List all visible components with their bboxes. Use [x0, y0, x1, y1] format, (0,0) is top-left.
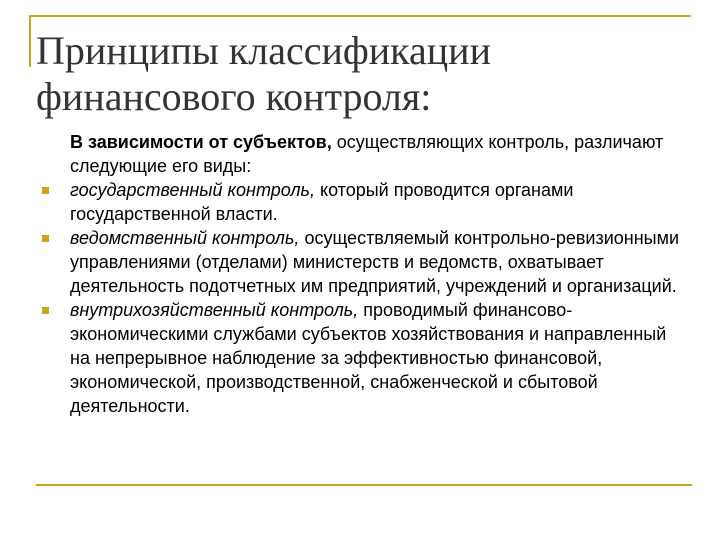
- left-border-line: [29, 15, 31, 67]
- intro-bold-text: В зависимости от субъектов,: [70, 132, 332, 152]
- intro-text: осуществляющих контроль, различают следующие его виды:: [70, 132, 664, 176]
- list-item-term: ведомственный контроль,: [70, 228, 300, 248]
- top-border-line: [29, 15, 691, 17]
- list-item-text: проводимый финансово-экономическими службами субъектов хозяйствования и направленный на непрерывное наблюдение за эффективностью финансовой, экономической, производственной, снабженческой и сбытовой деятельности.: [70, 300, 667, 416]
- slide-title-line-1: Принципы классификации: [36, 28, 491, 73]
- list-item-state-control: [70, 178, 690, 226]
- intro-paragraph: [70, 130, 690, 178]
- square-bullet-icon: [42, 235, 49, 242]
- slide-title: [36, 28, 676, 120]
- bottom-border-line: [36, 484, 692, 486]
- square-bullet-icon: [42, 187, 49, 194]
- list-item-text: который проводится органами государственной власти.: [70, 180, 574, 224]
- square-bullet-icon: [42, 307, 49, 314]
- slide-title-line-2: финансового контроля:: [36, 74, 432, 119]
- list-item-departmental-control: [70, 226, 690, 298]
- list-item-term: внутрихозяйственный контроль,: [70, 300, 359, 320]
- control-types-list: [70, 178, 690, 418]
- list-item-text: осуществляемый контрольно-ревизионными управлениями (отделами) министерств и ведомств, охватывает деятельность подотчетных им предприятий, учреждений и организаций.: [70, 228, 680, 296]
- list-item-internal-control: [70, 298, 690, 418]
- list-item-term: государственный контроль,: [70, 180, 315, 200]
